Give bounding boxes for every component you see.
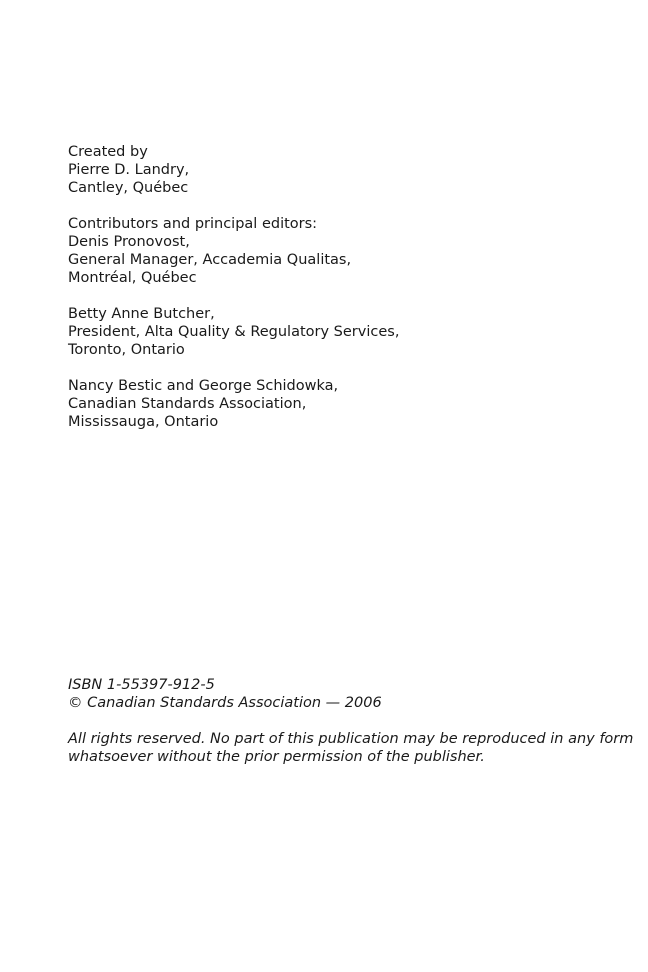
colophon-section — [68, 676, 634, 784]
contributor-block-pronovost — [68, 215, 608, 287]
credit-line: Montréal, Québec — [68, 270, 197, 286]
creator-block — [68, 143, 608, 197]
contributor-block-butcher — [68, 305, 608, 359]
credit-line: Toronto, Ontario — [68, 342, 185, 358]
isbn-copyright-block — [68, 676, 608, 712]
credit-line: Pierre D. Landry, — [68, 162, 190, 178]
credit-line: Mississauga, Ontario — [68, 414, 219, 430]
credit-line: Created by — [68, 144, 148, 160]
credit-line: President, Alta Quality & Regulatory Services, — [68, 324, 400, 340]
rights-line: whatsoever without the prior permission of the publisher. — [68, 749, 485, 765]
rights-line: All rights reserved. No part of this publication may be reproduced in any form — [68, 731, 634, 747]
credit-line: Contributors and principal editors: — [68, 216, 318, 232]
isbn-line: ISBN 1-55397-912-5 — [68, 677, 215, 693]
credits-section — [68, 143, 608, 449]
credit-line: Denis Pronovost, — [68, 234, 190, 250]
credit-line: Cantley, Québec — [68, 180, 189, 196]
copyright-line: © Canadian Standards Association — 2006 — [68, 695, 382, 711]
credit-line: General Manager, Accademia Qualitas, — [68, 252, 352, 268]
credit-line: Nancy Bestic and George Schidowka, — [68, 378, 339, 394]
contributor-block-csa — [68, 377, 608, 431]
rights-notice — [68, 730, 634, 766]
credit-line: Betty Anne Butcher, — [68, 306, 215, 322]
credit-line: Canadian Standards Association, — [68, 396, 307, 412]
